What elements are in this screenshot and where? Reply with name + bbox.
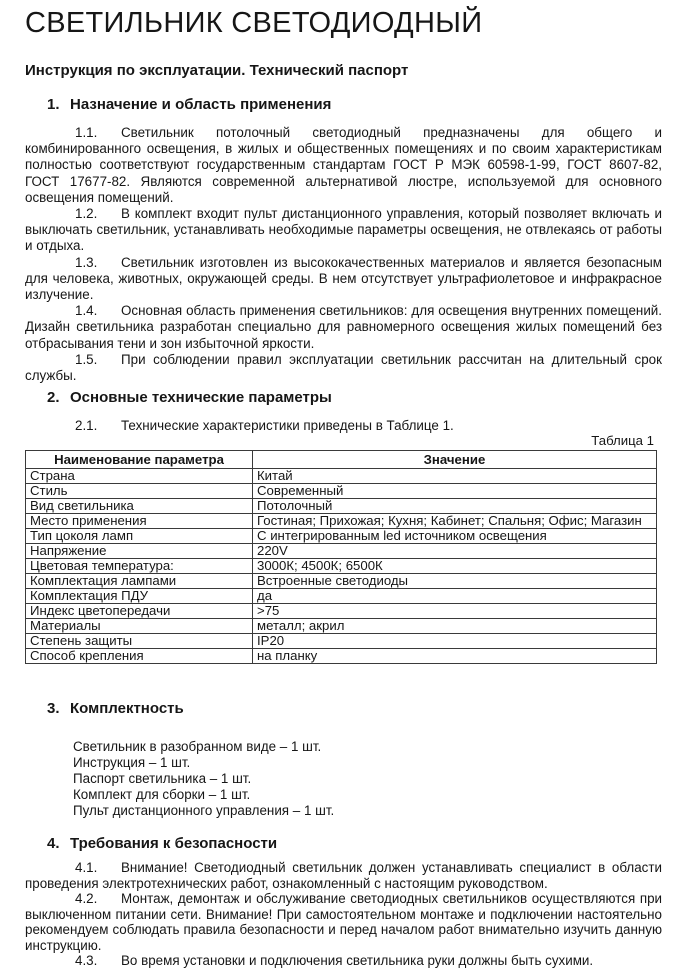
parameter-name-cell: Комплектация ПДУ xyxy=(26,589,253,604)
parameter-value-cell: Потолочный xyxy=(253,499,657,514)
document-subtitle: Инструкция по эксплуатации. Технический паспорт xyxy=(25,62,409,79)
parameter-value-cell: металл; акрил xyxy=(253,619,657,634)
parameter-name-cell: Страна xyxy=(26,469,253,484)
paragraph-4-1-text: Внимание! Светодиодный светильник должен устанавливать специалист в области проведения электротехнических работ, ознакомленный с настоящим руководством. xyxy=(25,860,662,891)
paragraph-4-2-number: 4.2. xyxy=(75,891,98,907)
paragraph-4-1 xyxy=(25,860,662,891)
spec-table-header-row xyxy=(26,451,657,469)
paragraph-1-2-number: 1.2. xyxy=(75,206,98,222)
section-4-heading xyxy=(47,835,662,853)
table-row xyxy=(26,499,657,514)
table-row xyxy=(26,604,657,619)
parameter-name-cell: Тип цоколя ламп xyxy=(26,529,253,544)
paragraph-1-1-text: Светильник потолочный светодиодный предназначены для общего и комбинированного освещения, в жилых и общественных помещениях и по своим характеристикам полностью соответствуют государственным стандартам ГОСТ Р МЭК 60598-1-99, ГОСТ 8607-82, ГОСТ 17677-82. Являются современной альтернативой люстре, используемой для основного освещения помещений. xyxy=(25,125,662,205)
section-2-title: Основные технические параметры xyxy=(70,389,332,407)
paragraph-4-2-text: Монтаж, демонтаж и обслуживание светодиодных светильников осуществляются при выключенном питании сети. Внимание! При самостоятельном монтаже и подключении настоятельно рекомендуем соблюдать правила безопасности и перед началом работ внимательно изучить данную инструкцию. xyxy=(25,891,662,953)
paragraph-4-3-number: 4.3. xyxy=(75,953,98,969)
parameter-name-cell: Степень защиты xyxy=(26,634,253,649)
paragraph-1-5 xyxy=(25,352,662,384)
parameter-name-cell: Способ крепления xyxy=(26,649,253,664)
table-row xyxy=(26,574,657,589)
section-1-title: Назначение и область применения xyxy=(70,96,332,113)
table-row xyxy=(26,484,657,499)
paragraph-2-1-number: 2.1. xyxy=(75,418,98,434)
kit-list-item: Пульт дистанционного управления – 1 шт. xyxy=(73,803,335,819)
parameter-name-cell: Цветовая температура: xyxy=(26,559,253,574)
paragraph-1-5-number: 1.5. xyxy=(75,351,98,367)
column-header-value: Значение xyxy=(253,451,657,469)
parameter-value-cell: 3000К; 4500К; 6500К xyxy=(253,559,657,574)
document-title: СВЕТИЛЬНИК СВЕТОДИОДНЫЙ xyxy=(25,7,483,39)
paragraph-2-1 xyxy=(25,418,662,434)
table-row xyxy=(26,469,657,484)
table-row xyxy=(26,589,657,604)
section-3-number: 3. xyxy=(47,700,60,718)
section-1-heading xyxy=(47,96,662,114)
table-caption: Таблица 1 xyxy=(591,433,654,449)
paragraph-1-4 xyxy=(25,303,662,352)
parameter-value-cell: Гостиная; Прихожая; Кухня; Кабинет; Спальня; Офис; Магазин xyxy=(253,514,657,529)
parameter-value-cell: Современный xyxy=(253,484,657,499)
table-row xyxy=(26,619,657,634)
parameter-value-cell: >75 xyxy=(253,604,657,619)
column-header-parameter: Наименование параметра xyxy=(26,451,253,469)
paragraph-1-4-text: Основная область применения светильников: для освещения внутренних помещений. Дизайн светильника разработан специально для равномерного освещения жилых помещений без отбрасывания тени и зон избыточной яркости. xyxy=(25,303,662,351)
section-4-number: 4. xyxy=(47,835,60,853)
table-row xyxy=(26,634,657,649)
table-row xyxy=(26,544,657,559)
parameter-value-cell: 220V xyxy=(253,544,657,559)
table-row xyxy=(26,514,657,529)
paragraph-1-2 xyxy=(25,206,662,255)
paragraph-1-3-number: 1.3. xyxy=(75,254,98,270)
parameter-value-cell: Встроенные светодиоды xyxy=(253,574,657,589)
paragraph-1-1 xyxy=(25,125,662,206)
paragraph-1-1-number: 1.1. xyxy=(75,125,98,140)
paragraph-4-3-text: Во время установки и подключения светильника руки должны быть сухими. xyxy=(121,953,594,969)
table-row xyxy=(26,559,657,574)
section-4-body xyxy=(25,860,662,969)
paragraph-4-3 xyxy=(25,953,662,969)
parameter-name-cell: Напряжение xyxy=(26,544,253,559)
kit-list-item: Светильник в разобранном виде – 1 шт. xyxy=(73,739,322,755)
table-row xyxy=(26,529,657,544)
paragraph-1-3-text: Светильник изготовлен из высококачественных материалов и является безопасным для человека, животных, окружающей среды. В нем отсутствует ультрафиолетовое и инфракрасное излучение. xyxy=(25,254,662,303)
paragraph-1-4-number: 1.4. xyxy=(75,303,98,319)
paragraph-2-1-text: Технические характеристики приведены в Таблице 1. xyxy=(121,418,454,434)
paragraph-1-3 xyxy=(25,255,662,304)
paragraph-1-2-text: В комплект входит пульт дистанционного управления, который позволяет включать и выключать светильник, устанавливать необходимые параметры освещения, не отвлекаясь от работы и отдыха. xyxy=(25,206,662,254)
section-4-title: Требования к безопасности xyxy=(70,835,278,853)
parameter-name-cell: Материалы xyxy=(26,619,253,634)
kit-list xyxy=(73,739,662,819)
paragraph-4-2 xyxy=(25,891,662,953)
parameter-name-cell: Индекс цветопередачи xyxy=(26,604,253,619)
section-1-number: 1. xyxy=(47,96,60,113)
parameter-value-cell: да xyxy=(253,589,657,604)
kit-list-item: Инструкция – 1 шт. xyxy=(73,755,191,771)
parameter-value-cell: на планку xyxy=(253,649,657,664)
parameter-name-cell: Стиль xyxy=(26,484,253,499)
parameter-name-cell: Комплектация лампами xyxy=(26,574,253,589)
parameter-value-cell: Китай xyxy=(253,469,657,484)
parameter-value-cell: IP20 xyxy=(253,634,657,649)
parameter-value-cell: С интегрированным led источником освещения xyxy=(253,529,657,544)
table-row xyxy=(26,649,657,664)
kit-list-item: Комплект для сборки – 1 шт. xyxy=(73,787,251,803)
section-2-heading xyxy=(47,389,662,407)
paragraph-4-1-number: 4.1. xyxy=(75,860,98,876)
kit-list-item: Паспорт светильника – 1 шт. xyxy=(73,771,252,787)
spec-table xyxy=(25,450,657,664)
paragraph-1-5-text: При соблюдении правил эксплуатации светильник рассчитан на длительный срок службы. xyxy=(25,351,662,384)
section-3-title: Комплектность xyxy=(70,700,184,718)
section-2-number: 2. xyxy=(47,389,60,407)
parameter-name-cell: Вид светильника xyxy=(26,499,253,514)
section-3-heading xyxy=(47,700,662,718)
parameter-name-cell: Место применения xyxy=(26,514,253,529)
